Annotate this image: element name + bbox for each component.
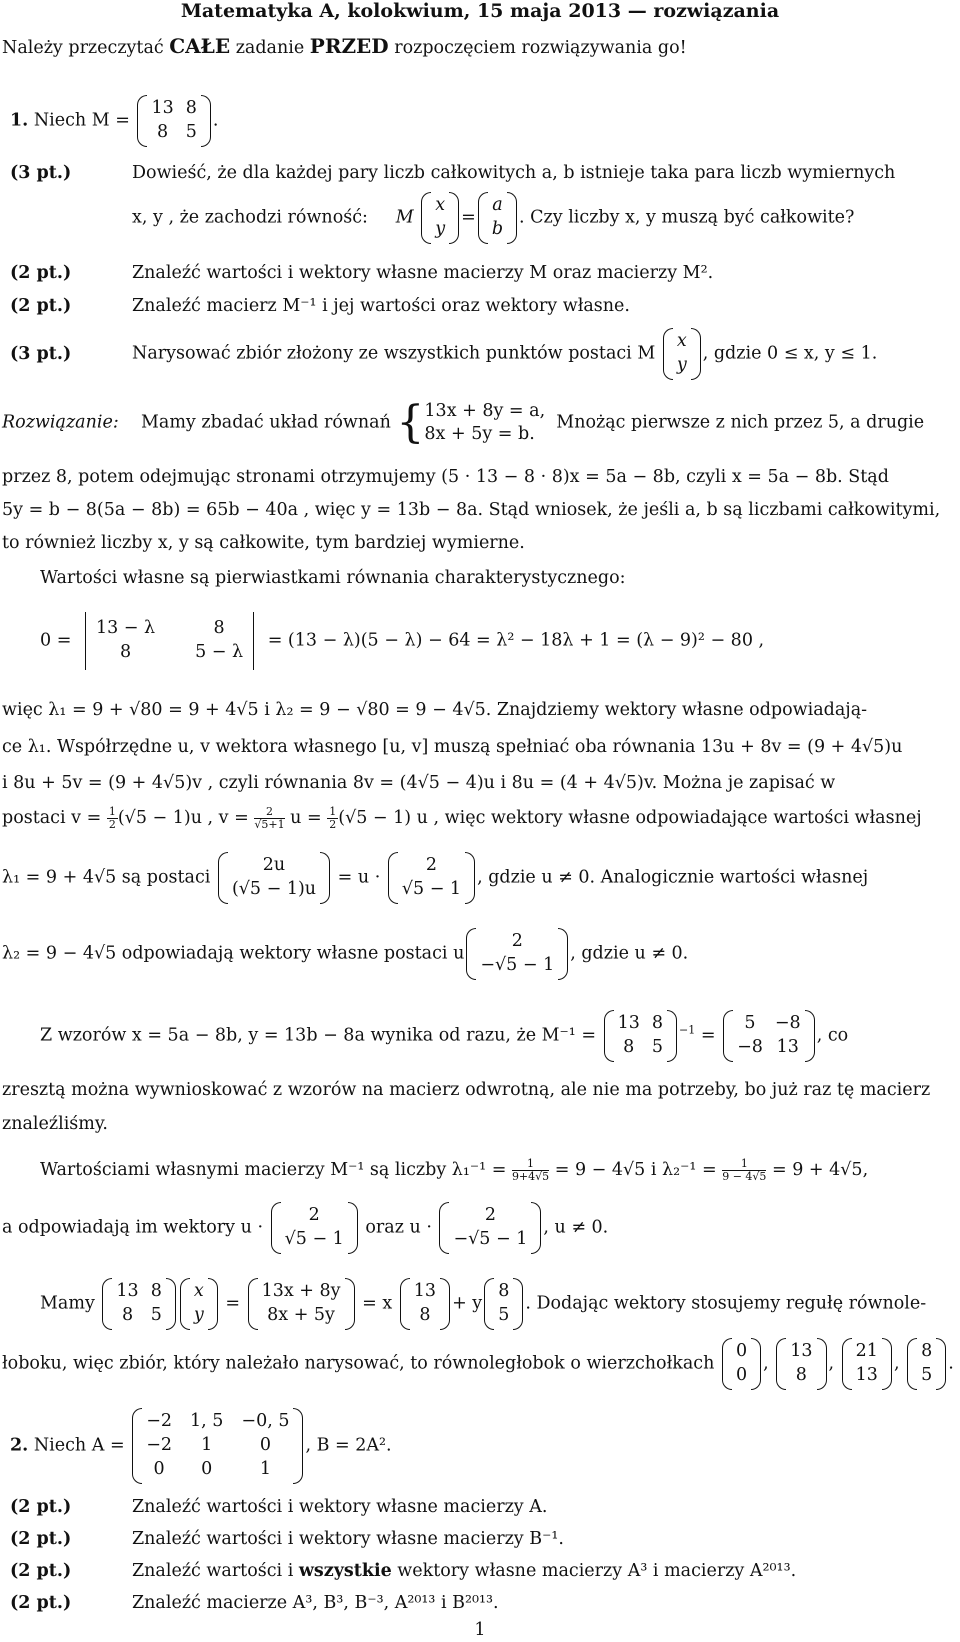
vector-xy-2: x y [663, 328, 701, 380]
warning-text: Należy przeczytać [2, 38, 170, 58]
task-2d-text: Znaleźć macierze A³, B³, B⁻³, A²⁰¹³ i B²⁰¹³. [132, 1593, 499, 1613]
determinant-line: 0 = 13 − λ 8 8 5 − λ = (13 − λ)(5 − λ) − 64 = λ² − 18λ + 1 = (λ − 9)² − 80 , [40, 612, 764, 670]
page-title: Matematyka A, kolokwium, 15 maja 2013 — rozwiązania [180, 0, 780, 22]
vertex-1: 0 0 [722, 1338, 761, 1390]
vector-xy: x y [421, 192, 459, 244]
determinant: 13 − λ 8 8 5 − λ [79, 612, 260, 670]
vertex-3: 21 13 [842, 1338, 892, 1390]
warning-text-mid: zadanie [230, 38, 310, 58]
solution-line-16: Wartościami własnymi macierzy M⁻¹ są liczby λ₁⁻¹ = $\frac{1}{9+4√5}$ = 9 − 4√5 i λ₂⁻¹ = $\frac{1}{9 - 4√5}$ = 9 + 4√5, [40, 1157, 869, 1184]
solution-line-3: 5y = b − 8(5a − 8b) = 65b − 40a , więc y = 13b − 8a. Stąd wniosek, że jeśli a, b są liczbami całkowitymi, [2, 500, 941, 520]
fraction-inv-1: $\frac{1}{9+4√5}$ [511, 1157, 550, 1184]
solution-label: Rozwiązanie: [2, 412, 119, 433]
solution-line-2: przez 8, potem odejmując stronami otrzymujemy (5 · 13 − 8 · 8)x = 5a − 8b, czyli x = 5a − 8b. Stąd [2, 467, 889, 487]
points-2b: (2 pt.) [10, 1529, 72, 1549]
solution-line-14: zresztą można wywnioskować z wzorów na macierz odwrotną, ale nie ma potrzeby, bo już raz tę macierz [2, 1080, 931, 1100]
points-2c: (2 pt.) [10, 1561, 72, 1581]
points-1d: (3 pt.) [10, 344, 72, 364]
equation-system: 13x + 8y = a, 8x + 5y = b. [424, 401, 546, 444]
solution-line-8: ce λ₁. Współrzędne u, v wektora własnego [u, v] muszą spełniać oba równania 13u + 8v = (9 + 4√5)u [2, 737, 903, 757]
solution-line-1: Rozwiązanie: Mamy zbadać układ równań { 13x + 8y = a, 8x + 5y = b. Mnożąc pierwsze z nich przez 5, a drugie [2, 396, 925, 448]
vector-ab: a b [478, 192, 517, 244]
points-2a: (2 pt.) [10, 1497, 72, 1517]
solution-line-13: Z wzorów x = 5a − 8b, y = 13b − 8a wynika od razu, że M⁻¹ = 13 8 8 5 $^{-1}$ = 5 −8 −8 13 , co [40, 1010, 848, 1062]
solution-line-5: Wartości własne są pierwiastkami równania charakterystycznego: [40, 568, 626, 588]
points-2d: (2 pt.) [10, 1593, 72, 1613]
vector-xy-3: x y [180, 1278, 218, 1330]
vertex-2: 13 8 [776, 1338, 826, 1390]
solution-line-18: Mamy 13 8 8 5 x y = 13x + 8y 8x + 5y = x 13 8 + y 8 5 . Dodając wektory stosujemy regułę równole- [40, 1278, 926, 1330]
page-number: 1 [474, 1620, 486, 1640]
task-2b-text: Znaleźć wartości i wektory własne macierzy B⁻¹. [132, 1529, 564, 1549]
vector-col-2: 8 5 [484, 1278, 523, 1330]
eigenvector-1: 2u (√5 − 1)u [218, 852, 330, 904]
points-1b: (2 pt.) [10, 263, 72, 283]
problem-1-header: 1. Niech M = 13 8 8 5 . [10, 95, 218, 147]
solution-line-10: postaci v = $\frac{1}{2}$ (√5 − 1)u , v = $\frac{2}{√5+1}$ u = $\frac{1}{2}$ (√5 − 1) u , więc wektory własne odpowiadające wartości własnej [2, 805, 922, 832]
warning-bold-1: CAŁE [169, 34, 231, 58]
problem-intro: Niech M = [33, 110, 130, 131]
solution-line-15: znaleźliśmy. [2, 1114, 108, 1134]
problem-2-header: 2. Niech A = −2 1, 5 −0, 5 −2 1 0 0 0 1 , B = 2A². [10, 1408, 392, 1484]
task-1d-text: Narysować zbiór złożony ze wszystkich punktów postaci M x y , gdzie 0 ≤ x, y ≤ 1. [132, 328, 877, 380]
eigenvector-inv-1: 2 √5 − 1 [271, 1202, 358, 1254]
matrix-a: −2 1, 5 −0, 5 −2 1 0 0 0 1 [132, 1408, 303, 1484]
solution-line-11: λ₁ = 9 + 4√5 są postaci 2u (√5 − 1)u = u · 2 √5 − 1 , gdzie u ≠ 0. Analogicznie wartości własnej [2, 852, 868, 904]
fraction-two-over: $\frac{2}{√5+1}$ [254, 805, 285, 832]
problem-2-number: 2. [10, 1435, 29, 1456]
matrix-m-product: 13 8 8 5 [102, 1278, 175, 1330]
task-1a-line2: x, y , że zachodzi równość: M x y = a b . Czy liczby x, y muszą być całkowite? [132, 192, 854, 244]
points-1c: (2 pt.) [10, 296, 72, 316]
eigenvector-inv-2: 2 −√5 − 1 [439, 1202, 541, 1254]
fraction-inv-2: $\frac{1}{9 - 4√5}$ [722, 1157, 767, 1184]
task-1a-text: Dowieść, że dla każdej pary liczb całkowitych a, b istnieje taka para liczb wymiernych [132, 163, 896, 183]
solution-line-4: to również liczby x, y są całkowite, tym bardziej wymierne. [2, 533, 525, 553]
fraction-half: $\frac{1}{2}$ [108, 805, 116, 832]
warning-line [2, 34, 687, 60]
points-1a: (3 pt.) [10, 163, 72, 183]
eigenvector-2: 2 −√5 − 1 [466, 928, 568, 980]
task-1c-text: Znaleźć macierz M⁻¹ i jej wartości oraz wektory własne. [132, 296, 630, 316]
eigenvector-1-normalized: 2 √5 − 1 [388, 852, 475, 904]
solution-line-19: łoboku, więc zbiór, który należało narysować, to równoległobok o wierzchołkach 0 0 , 13 8 , 21 13 , 8 5 . [2, 1338, 954, 1390]
warning-text-post: rozpoczęciem rozwiązywania go! [388, 38, 687, 58]
solution-line-7: więc λ₁ = 9 + √80 = 9 + 4√5 i λ₂ = 9 − √80 = 9 − 4√5. Znajdziemy wektory własne odpowiadają- [2, 700, 868, 720]
solution-line-17: a odpowiadają im wektory u · 2 √5 − 1 oraz u · 2 −√5 − 1 , u ≠ 0. [2, 1202, 608, 1254]
task-2c-text: Znaleźć wartości i wszystkie wektory własne macierzy A³ i macierzy A²⁰¹³. [132, 1561, 797, 1581]
fraction-half-2: $\frac{1}{2}$ [329, 805, 337, 832]
matrix-m: 13 8 8 5 [137, 95, 210, 147]
matrix-m-inverse-lhs: 13 8 8 5 [604, 1010, 677, 1062]
solution-line-12: λ₂ = 9 − 4√5 odpowiadają wektory własne postaci u 2 −√5 − 1 , gdzie u ≠ 0. [2, 928, 688, 980]
vector-result: 13x + 8y 8x + 5y [248, 1278, 355, 1330]
vector-col-1: 13 8 [400, 1278, 450, 1330]
warning-bold-2: PRZED [309, 34, 389, 58]
matrix-m-inverse: 5 −8 −8 13 [723, 1010, 815, 1062]
problem-number: 1. [10, 110, 29, 131]
task-1b-text: Znaleźć wartości i wektory własne macierzy M oraz macierzy M². [132, 263, 714, 283]
solution-line-9: i 8u + 5v = (9 + 4√5)v , czyli równania 8v = (4√5 − 4)u i 8u = (4 + 4√5)v. Można je zapisać w [2, 773, 836, 793]
task-2a-text: Znaleźć wartości i wektory własne macierzy A. [132, 1497, 548, 1517]
vertex-4: 8 5 [907, 1338, 946, 1390]
